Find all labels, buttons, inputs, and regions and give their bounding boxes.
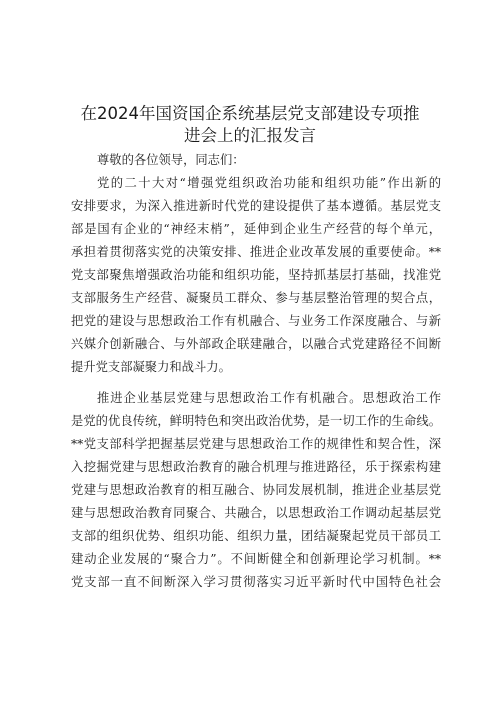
title-line-2: 进会上的汇报发言 (184, 126, 316, 145)
paragraph-1-line-9: 提升党支部凝聚力和战斗力。 (71, 360, 231, 374)
paragraph-2-line-3: **党支部科学把握基层党建与思想政治工作的规律性和契合性，深 (71, 437, 441, 451)
paragraph-1-line-5: 党支部聚焦增强政治功能和组织功能，坚持抓基层打基础，找准党 (71, 268, 441, 282)
paragraph-gap (71, 379, 441, 387)
title-line-1: 在2024年国资国企系统基层党支部建设专项推 (80, 104, 420, 123)
paragraph-1-line-6: 支部服务生产经营、凝聚员工群众、参与基层整治管理的契合点， (71, 291, 441, 305)
paragraph-1-line-2: 安排要求，为深入推进新时代党的建设提供了基本遵循。基层党支 (71, 199, 441, 213)
paragraph-1-line-8: 兴媒介创新融合、与外部政企联建融合，以融合式党建路径不间断 (71, 337, 441, 351)
paragraph-2-line-2: 是党的优良传统，鲜明特色和突出政治优势，是一切工作的生命线。 (71, 414, 441, 428)
document-title (60, 103, 440, 147)
paragraph-2-line-1: 推进企业基层党建与思想政治工作有机融合。思想政治工作 (97, 391, 441, 405)
paragraph-2-line-5: 党建与思想政治教育的相互融合、协同发展机制，推进企业基层党 (71, 483, 441, 497)
paragraph-2-line-7: 支部的组织优势、组织功能、组织力量，团结凝聚起党员干部员工 (71, 529, 441, 543)
document-body (71, 149, 441, 594)
paragraph-1-line-4: 承担着贯彻落实党的决策安排、推进企业改革发展的重要使命。** (71, 245, 441, 259)
paragraph-2-line-8: 建动企业发展的“聚合力”。不间断健全和创新理论学习机制。** (71, 552, 441, 566)
paragraph-1-line-3: 部是国有企业的“神经末梢”，延伸到企业生产经营的每个单元， (71, 222, 441, 236)
paragraph-2-line-9: 党支部一直不间断深入学习贯彻落实习近平新时代中国特色社会 (71, 575, 441, 589)
paragraph-2-line-6: 建与思想政治教育同聚合、共融合，以思想政治工作调动起基层党 (71, 506, 441, 520)
greeting: 尊敬的各位领导，同志们： (97, 153, 245, 167)
paragraph-2-line-4: 入挖掘党建与思想政治教育的融合机理与推进路径，乐于探索构建 (71, 460, 441, 474)
paragraph-1-line-1: 党的二十大对“增强党组织政治功能和组织功能”作出新的 (97, 176, 441, 190)
paragraph-1-line-7: 把党的建设与思想政治工作有机融合、与业务工作深度融合、与新 (71, 314, 441, 328)
